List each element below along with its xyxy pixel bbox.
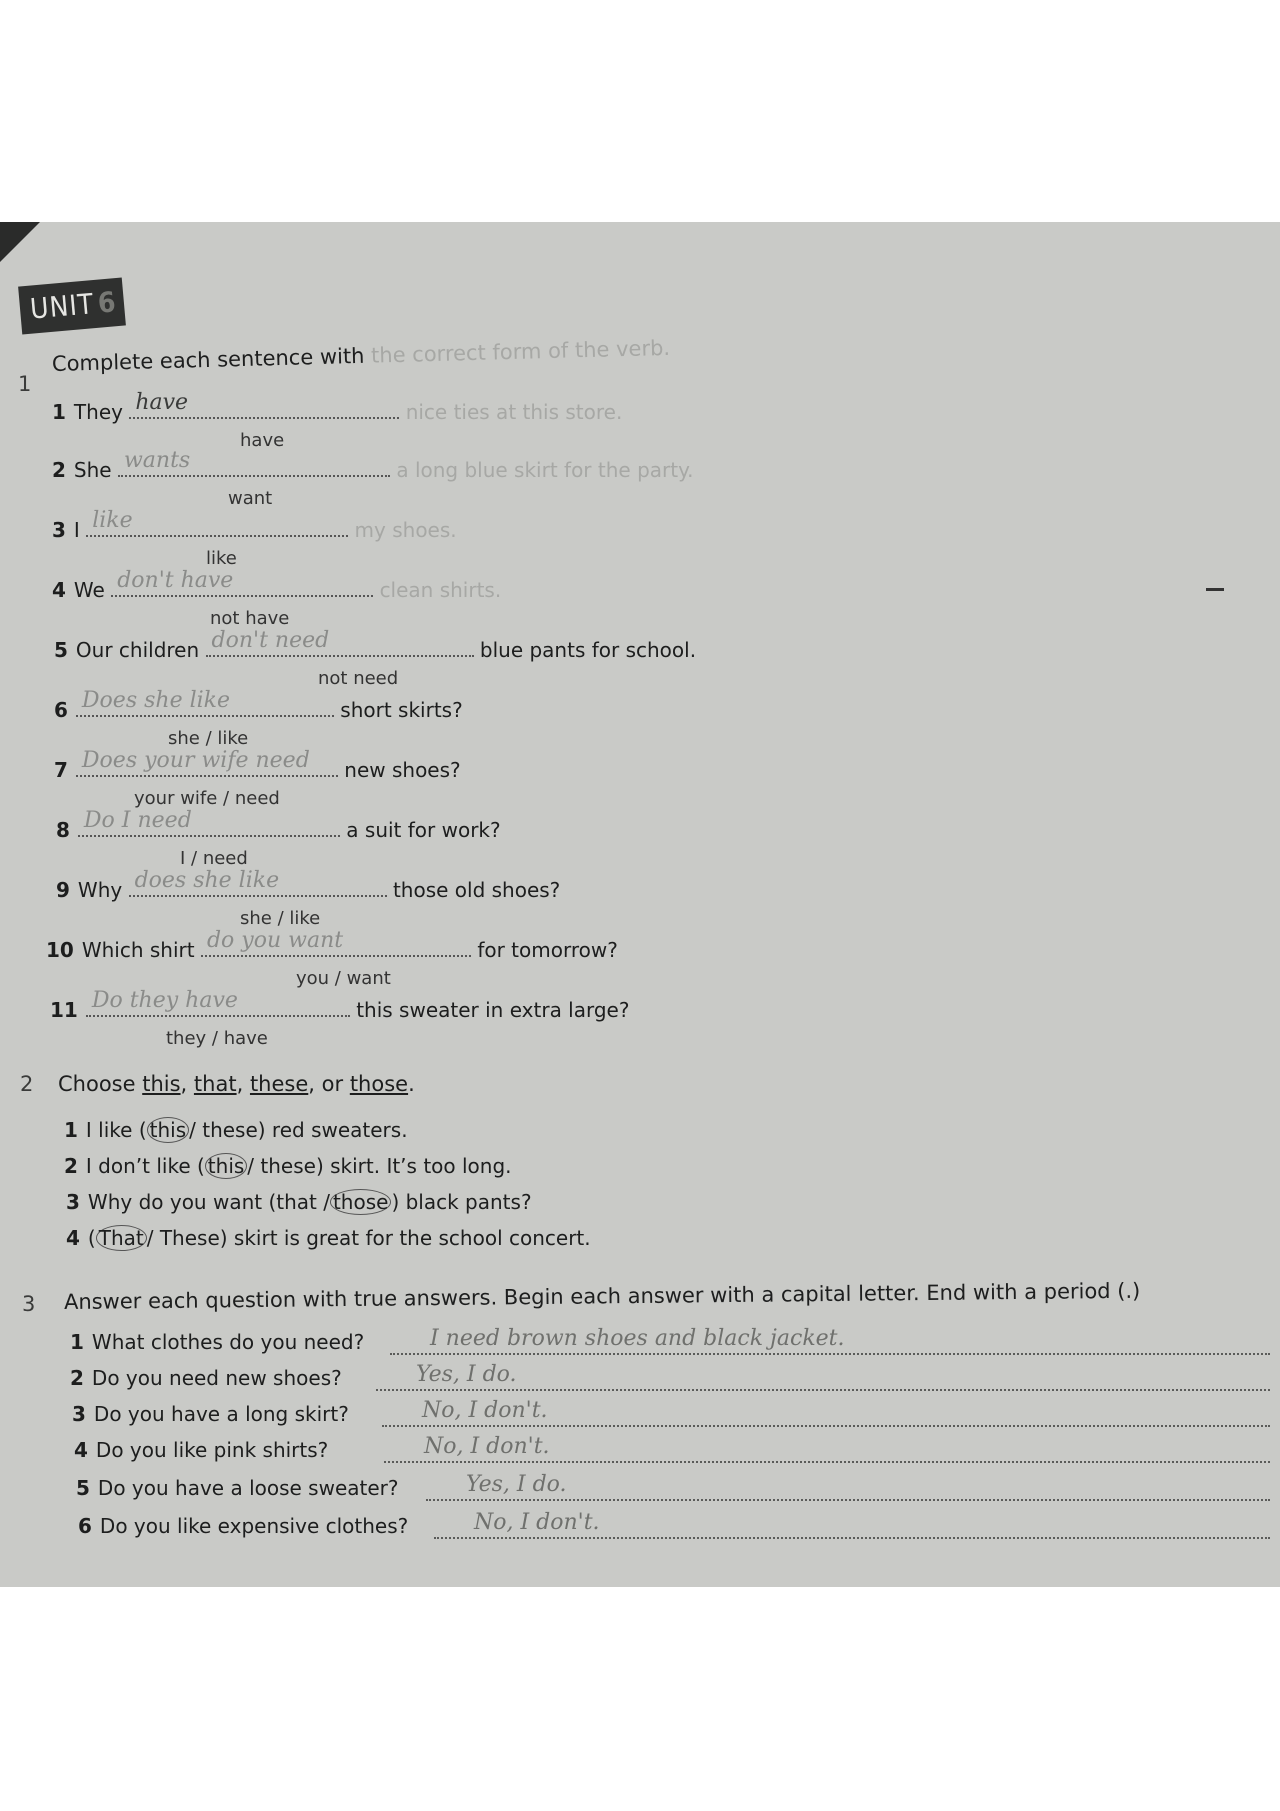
- unit-label: UNIT: [28, 287, 96, 326]
- handwritten-answer: Yes, I do.: [466, 1472, 567, 1497]
- ex2-sep: , or: [308, 1072, 344, 1096]
- handwritten-answer: Do they have: [91, 988, 238, 1013]
- answer-blank[interactable]: [86, 988, 350, 1017]
- handwritten-answer: Does your wife need: [81, 748, 310, 773]
- item-prefix: Why: [77, 878, 123, 902]
- verb-cue: your wife / need: [134, 788, 280, 809]
- handwritten-answer: like: [92, 508, 133, 533]
- item-suffix: blue pants for school.: [479, 638, 697, 662]
- ex1-item: [50, 988, 630, 1022]
- ex1-item: [54, 628, 697, 662]
- answer-line[interactable]: [382, 1398, 1270, 1427]
- item-number: 8: [56, 818, 70, 842]
- handwritten-answer: don't have: [117, 568, 234, 593]
- answer-blank[interactable]: [78, 808, 340, 837]
- handwritten-answer: No, I don't.: [422, 1398, 548, 1423]
- ex1-instruction: [52, 336, 671, 376]
- ex2-sep: ,: [236, 1072, 244, 1096]
- item-suffix: this sweater in extra large?: [356, 998, 630, 1022]
- ex2-word-these: these: [249, 1072, 309, 1096]
- ex1-item: [56, 868, 561, 902]
- item-text-a: I like (: [85, 1118, 147, 1142]
- ex1-item: [52, 568, 502, 602]
- question-text: What clothes do you need?: [91, 1330, 365, 1354]
- margin-mark: [1206, 588, 1224, 591]
- ex2-item: [64, 1118, 408, 1142]
- item-suffix: a long blue skirt for the party.: [396, 458, 694, 482]
- page-corner: [0, 222, 40, 262]
- question-text: Do you have a long skirt?: [93, 1402, 349, 1426]
- question-text: Do you have a loose sweater?: [97, 1476, 399, 1500]
- answer-line[interactable]: [434, 1510, 1270, 1539]
- ex2-sep: ,: [180, 1072, 188, 1096]
- item-suffix: for tomorrow?: [477, 938, 618, 962]
- circled-choice[interactable]: this: [147, 1117, 190, 1143]
- item-text-b: / These) skirt is great for the school concert.: [146, 1226, 591, 1250]
- item-suffix: those old shoes?: [392, 878, 561, 902]
- item-number: 5: [54, 638, 68, 662]
- handwritten-answer: does she like: [134, 868, 280, 893]
- ex1-item: [52, 448, 694, 482]
- verb-cue: not have: [210, 608, 290, 629]
- item-number: 4: [52, 578, 66, 602]
- item-text-b: / these) red sweaters.: [189, 1118, 408, 1142]
- answer-line[interactable]: [390, 1326, 1270, 1355]
- item-number: 4: [74, 1438, 88, 1462]
- handwritten-answer: Does she like: [81, 688, 231, 713]
- handwritten-answer: don't need: [211, 628, 330, 653]
- ex1-item: [54, 748, 461, 782]
- item-number: 2: [64, 1154, 78, 1178]
- answer-line[interactable]: [376, 1362, 1270, 1391]
- answer-line[interactable]: [384, 1434, 1270, 1463]
- item-number: 9: [56, 878, 70, 902]
- item-number: 3: [52, 518, 66, 542]
- item-number: 1: [64, 1118, 78, 1142]
- item-prefix: We: [73, 578, 105, 602]
- answer-blank[interactable]: [129, 390, 399, 419]
- item-number: 1: [70, 1330, 84, 1354]
- handwritten-answer: have: [135, 390, 189, 415]
- item-text-b: ) black pants?: [391, 1190, 532, 1214]
- ex3-item: [76, 1476, 399, 1500]
- ex1-item: [52, 508, 457, 542]
- circled-choice[interactable]: this: [205, 1153, 248, 1179]
- answer-blank[interactable]: [118, 448, 390, 477]
- answer-blank[interactable]: [129, 868, 387, 897]
- ex2-word-that: that: [193, 1072, 237, 1096]
- handwritten-answer: do you want: [206, 928, 344, 953]
- answer-line[interactable]: [426, 1472, 1270, 1501]
- item-prefix: They: [73, 400, 123, 424]
- verb-cue: not need: [318, 668, 399, 689]
- item-number: 10: [46, 938, 74, 962]
- unit-number: 6: [96, 285, 118, 320]
- verb-cue: you / want: [296, 968, 391, 989]
- item-suffix: short skirts?: [340, 698, 463, 722]
- ex1-instruction-faded: the correct form of the verb.: [370, 335, 671, 368]
- circled-choice[interactable]: those: [330, 1189, 391, 1215]
- verb-cue: she / like: [168, 728, 249, 749]
- handwritten-answer: Yes, I do.: [416, 1362, 517, 1387]
- verb-cue: she / like: [240, 908, 321, 929]
- ex3-item: [72, 1402, 349, 1426]
- ex3-item: [70, 1366, 342, 1390]
- question-text: Do you need new shoes?: [91, 1366, 342, 1390]
- item-number: 3: [66, 1190, 80, 1214]
- item-prefix: Which shirt: [81, 938, 195, 962]
- ex2-item: [64, 1154, 512, 1178]
- answer-blank[interactable]: [206, 628, 474, 657]
- item-number: 5: [76, 1476, 90, 1500]
- ex1-number: 1: [18, 372, 32, 396]
- ex2-item: [66, 1226, 591, 1250]
- item-number: 3: [72, 1402, 86, 1426]
- workbook-page: [0, 222, 1280, 1587]
- handwritten-answer: I need brown shoes and black jacket.: [430, 1326, 845, 1351]
- ex2-end: .: [408, 1072, 415, 1096]
- ex2-title-pre: Choose: [58, 1072, 136, 1096]
- item-prefix: I: [73, 518, 80, 542]
- item-prefix: Our children: [75, 638, 200, 662]
- handwritten-answer: No, I don't.: [474, 1510, 600, 1535]
- item-number: 2: [52, 458, 66, 482]
- verb-cue: like: [206, 548, 237, 569]
- ex1-item: [52, 390, 623, 424]
- ex3-item: [70, 1330, 364, 1354]
- answer-blank[interactable]: [76, 688, 334, 717]
- item-text-a: (: [87, 1226, 96, 1250]
- ex2-word-those: those: [349, 1072, 409, 1096]
- item-suffix: new shoes?: [344, 758, 461, 782]
- question-text: Do you like expensive clothes?: [99, 1514, 409, 1538]
- item-suffix: a suit for work?: [346, 818, 501, 842]
- ex2-item: [66, 1190, 532, 1214]
- item-text-a: Why do you want (that /: [87, 1190, 330, 1214]
- verb-cue: they / have: [166, 1028, 268, 1049]
- item-suffix: my shoes.: [354, 518, 457, 542]
- answer-blank[interactable]: [86, 508, 348, 537]
- item-number: 6: [78, 1514, 92, 1538]
- ex1-item: [56, 808, 501, 842]
- verb-cue: I / need: [180, 848, 248, 869]
- item-text-b: / these) skirt. It’s too long.: [247, 1154, 512, 1178]
- item-number: 4: [66, 1226, 80, 1250]
- ex2-title: [58, 1072, 415, 1096]
- item-text-a: I don’t like (: [85, 1154, 205, 1178]
- answer-blank[interactable]: [76, 748, 338, 777]
- unit-tab: [18, 278, 126, 335]
- item-suffix: nice ties at this store.: [405, 400, 623, 424]
- ex2-number: 2: [20, 1072, 34, 1096]
- item-number: 6: [54, 698, 68, 722]
- answer-blank[interactable]: [201, 928, 471, 957]
- ex2-word-this: this: [142, 1072, 181, 1096]
- ex3-item: [78, 1514, 408, 1538]
- ex3-item: [74, 1438, 328, 1462]
- question-text: Do you like pink shirts?: [95, 1438, 329, 1462]
- verb-cue: want: [228, 488, 273, 509]
- answer-blank[interactable]: [111, 568, 373, 597]
- item-prefix: She: [73, 458, 112, 482]
- ex1-item: [54, 688, 463, 722]
- handwritten-answer: Do I need: [83, 808, 192, 833]
- circled-choice[interactable]: That: [96, 1225, 147, 1251]
- item-suffix: clean shirts.: [379, 578, 502, 602]
- verb-cue: have: [240, 430, 285, 451]
- ex1-instruction-text: Complete each sentence with: [51, 343, 365, 376]
- item-number: 11: [50, 998, 78, 1022]
- ex3-number: 3: [22, 1292, 36, 1316]
- ex3-instruction: Answer each question with true answers. Begin each answer with a capital letter. End with a period (.): [63, 1278, 1141, 1314]
- handwritten-answer: No, I don't.: [424, 1434, 550, 1459]
- item-number: 7: [54, 758, 68, 782]
- handwritten-answer: wants: [123, 448, 191, 473]
- item-number: 2: [70, 1366, 84, 1390]
- item-number: 1: [52, 400, 66, 424]
- ex1-item: [46, 928, 618, 962]
